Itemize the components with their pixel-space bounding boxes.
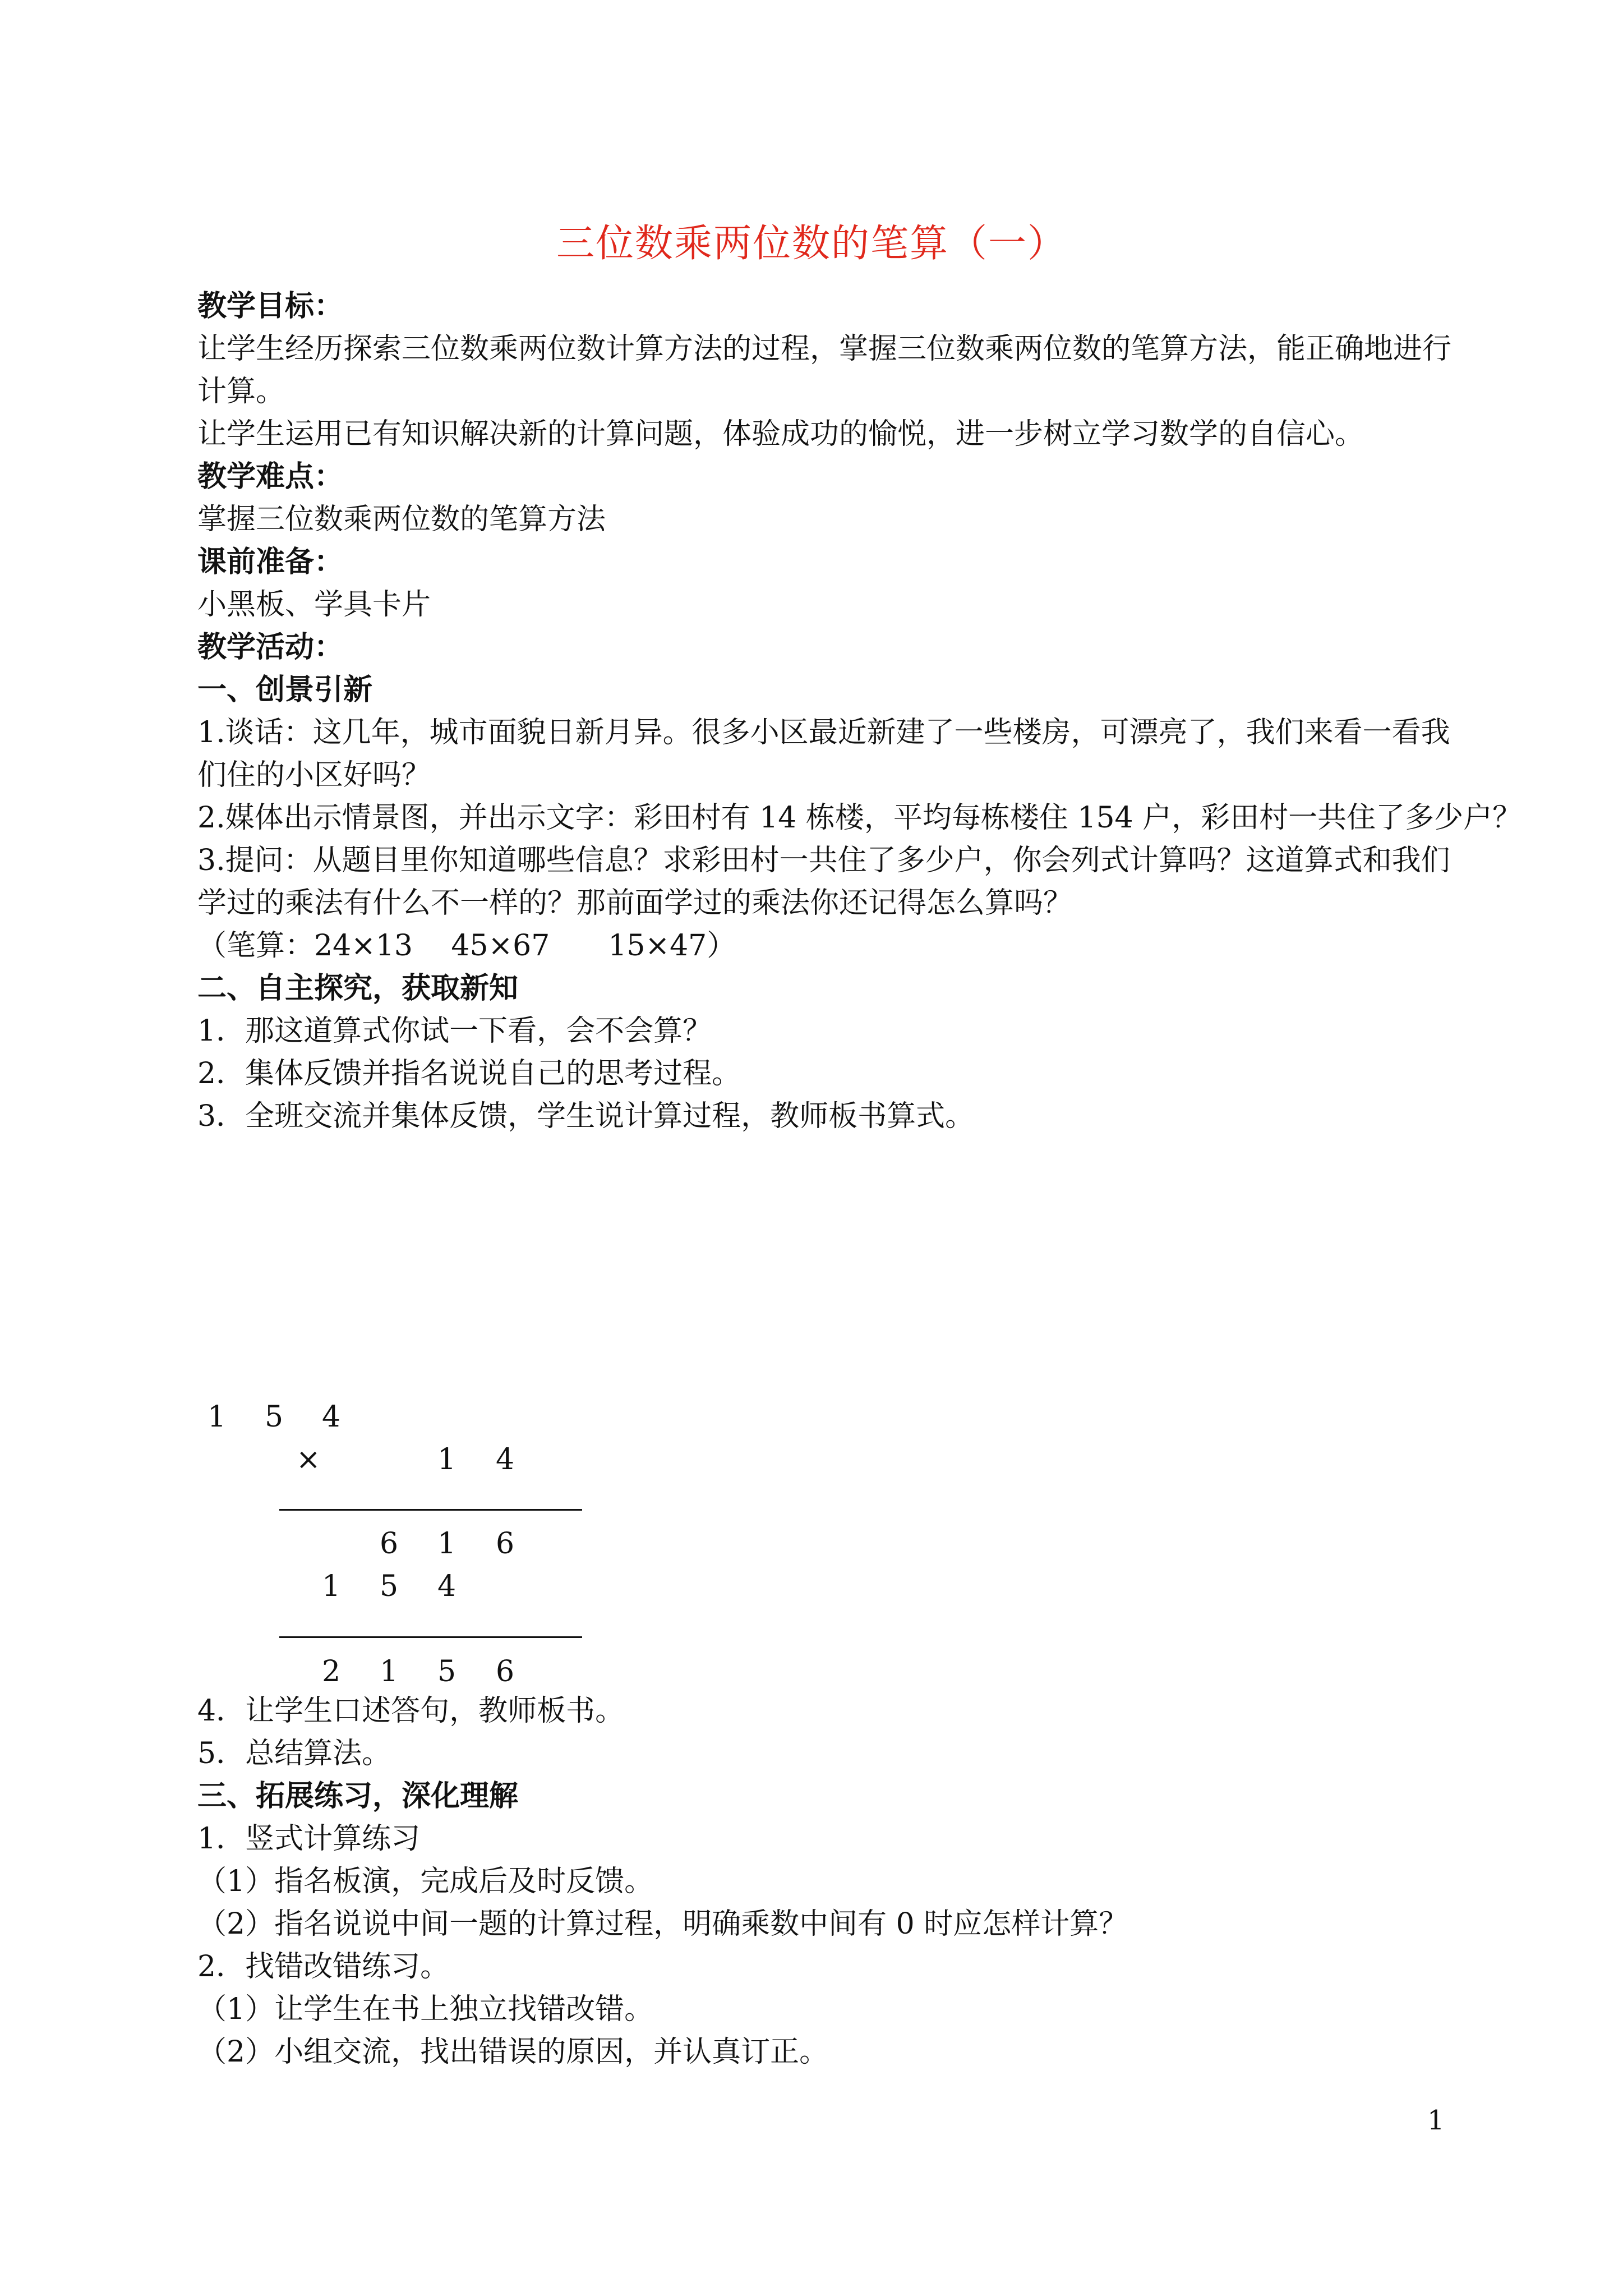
- text-line: 2．找错改错练习。: [197, 1950, 450, 1984]
- partial-product-digit: 1: [437, 1527, 457, 1561]
- text-line: 二、自主探究，获取新知: [197, 971, 519, 1005]
- text-line: 小黑板、学具卡片: [197, 588, 431, 622]
- text-line: 1．那这道算式你试一下看，会不会算？: [197, 1014, 712, 1048]
- multiplier-digit: 1: [437, 1443, 457, 1476]
- page-title: 三位数乘两位数的笔算（一）: [556, 222, 1067, 266]
- text-line: 1.谈话：这几年，城市面貌日新月异。很多小区最近新建了一些楼房，可漂亮了，我们来看一看我: [197, 716, 1450, 749]
- text-line: 们住的小区好吗？: [197, 758, 431, 792]
- text-line: （1）指名板演，完成后及时反馈。: [197, 1865, 654, 1898]
- multiply-sign: ×: [296, 1443, 321, 1476]
- result-digit: 6: [496, 1655, 515, 1688]
- text-line: 5．总结算法。: [197, 1737, 391, 1770]
- text-line: 2．集体反馈并指名说说自己的思考过程。: [197, 1057, 741, 1091]
- text-line: 掌握三位数乘两位数的笔算方法: [197, 503, 606, 536]
- text-line: 一、创景引新: [197, 673, 373, 707]
- multiplicand-digit: 4: [322, 1400, 341, 1434]
- text-line: 1．竖式计算练习: [197, 1822, 421, 1856]
- text-line: 让学生经历探索三位数乘两位数计算方法的过程，掌握三位数乘两位数的笔算方法，能正确地进行: [197, 332, 1452, 366]
- text-line: 三、拓展练习，深化理解: [197, 1779, 519, 1813]
- text-line: 教学难点：: [197, 459, 344, 494]
- result-digit: 2: [322, 1655, 341, 1688]
- text-line: 3.提问：从题目里你知道哪些信息？求彩田村一共住了多少户，你会列式计算吗？这道算式和我们: [197, 844, 1450, 877]
- text-line: 让学生运用已有知识解决新的计算问题，体验成功的愉悦，进一步树立学习数学的自信心。: [197, 417, 1364, 451]
- multiplicand-digit: 1: [208, 1400, 227, 1434]
- calc-rule-line: [279, 1509, 582, 1511]
- text-line: 2.媒体出示情景图，并出示文字：彩田村有 14 栋楼，平均每栋楼住 154 户，彩田村一共住了多少户？: [197, 801, 1522, 835]
- text-line: 课前准备：: [197, 545, 344, 579]
- partial-product-digit: 4: [437, 1570, 457, 1603]
- text-line: （笔算：24×13 45×67 15×47）: [197, 929, 736, 963]
- multiplicand-digit: 5: [265, 1400, 284, 1434]
- text-line: 学过的乘法有什么不一样的？那前面学过的乘法你还记得怎么算吗？: [197, 886, 1073, 920]
- text-line: 教学活动：: [197, 630, 344, 664]
- text-line: （2）小组交流，找出错误的原因，并认真订正。: [197, 2035, 829, 2069]
- partial-product-digit: 5: [380, 1570, 399, 1603]
- result-digit: 1: [380, 1655, 399, 1688]
- text-line: （2）指名说说中间一题的计算过程，明确乘数中间有 0 时应怎样计算？: [197, 1907, 1128, 1941]
- text-line: （1）让学生在书上独立找错改错。: [197, 1993, 654, 2026]
- partial-product-digit: 6: [380, 1527, 399, 1561]
- text-line: 计算。: [197, 375, 285, 408]
- page-number: 1: [1427, 2105, 1445, 2136]
- text-line: 3．全班交流并集体反馈，学生说计算过程，教师板书算式。: [197, 1099, 975, 1133]
- calc-rule-line: [279, 1636, 582, 1638]
- multiplier-digit: 4: [496, 1443, 515, 1476]
- text-line: 4．让学生口述答句，教师板书。: [197, 1694, 625, 1728]
- result-digit: 5: [437, 1655, 457, 1688]
- partial-product-digit: 1: [322, 1570, 341, 1603]
- partial-product-digit: 6: [496, 1527, 515, 1561]
- text-line: 教学目标：: [197, 289, 344, 323]
